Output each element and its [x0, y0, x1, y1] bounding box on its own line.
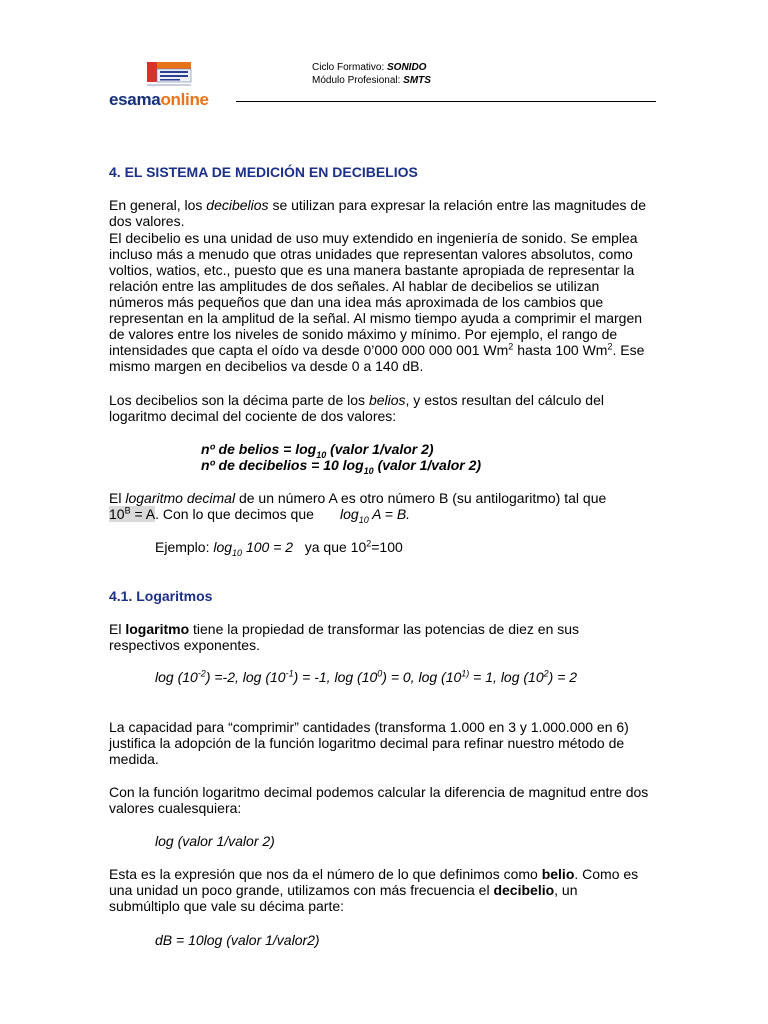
paragraph-line: El decibelio es una unidad de uso muy extendido en ingeniería de sonido. Se emplea	[109, 230, 638, 246]
example-line: Ejemplo: $\log_{10} 100 = 2$ ya que $10^2=100$	[155, 538, 403, 558]
formula-decibelios: nº de decibelios = 10 $\log_{10}$ (valor 1/valor 2)	[201, 457, 482, 476]
esamaonline-logo-text: esamaonline	[109, 90, 209, 109]
section-title: 4. EL SISTEMA DE MEDICIÓN EN DECIBELIOS	[109, 164, 418, 180]
formula-log-a: $\log_{10} A = B$.	[340, 506, 411, 525]
formula-belios: nº de belios = $\log_{10}$ (valor 1/valor 2)	[201, 441, 434, 460]
paragraph-line: En general, los decibelios se utilizan para expresar la relación entre las magnitudes de	[109, 197, 646, 213]
header-rule	[236, 101, 656, 102]
paragraph-line: $10^B = A$. Con lo que decimos que	[109, 505, 314, 522]
paragraph-line: relación entre las amplitudes de dos señales. Al hablar de decibelios se utilizan	[109, 278, 600, 294]
paragraph-line: números más pequeños que dan una idea más aproximada de los cambios que	[109, 294, 604, 310]
paragraph-line: respectivos exponentes.	[109, 637, 260, 653]
formula-log-examples: $\log (10^{-2}) =-2$, $\log (10^{-1}) = -1$, $\log (10^0) = 0$, $\log (10^{1)} = 1$, $\log (10^2) = 2$	[155, 668, 578, 685]
paragraph-line: Los decibelios son la décima parte de los belios, y estos resultan del cálculo del	[109, 392, 604, 408]
paragraph-line: mismo margen en decibelios va desde 0 a 140 dB.	[109, 358, 424, 374]
modulo-profesional: Módulo Profesional: SMTS	[312, 75, 431, 86]
formula-db: dB = 10log (valor 1/valor2)	[155, 932, 320, 948]
paragraph-line: intensidades que capta el oído va desde 0’000 000 000 001 Wm$^2$ hasta 100 Wm$^2$. Ese	[109, 341, 645, 358]
paragraph-line: dos valores.	[109, 213, 185, 229]
subsection-title: 4.1. Logaritmos	[109, 588, 213, 604]
paragraph-line: valores cualesquiera:	[109, 800, 242, 816]
paragraph-line: El logaritmo decimal de un número A es otro número B (su antilogaritmo) tal que	[109, 490, 607, 506]
paragraph-line: El logaritmo tiene la propiedad de transformar las potencias de diez en sus	[109, 621, 580, 637]
paragraph-line: incluso más a menudo que otras unidades que representan valores absolutos, como	[109, 246, 633, 262]
paragraph-line: submúltiplo que vale su décima parte:	[109, 898, 345, 914]
paragraph-line: logaritmo decimal del cociente de dos valores:	[109, 408, 397, 424]
esama-logo	[143, 58, 195, 90]
paragraph-line: una unidad un poco grande, utilizamos con más frecuencia el decibelio, un	[109, 882, 578, 898]
paragraph-line: medida.	[109, 751, 159, 767]
formula-log-ratio: log (valor 1/valor 2)	[155, 833, 275, 849]
ciclo-formativo: Ciclo Formativo: SONIDO	[312, 62, 427, 73]
paragraph-line: Esta es la expresión que nos da el número de lo que definimos como belio. Como es	[109, 866, 639, 882]
paragraph-line: justifica la adopción de la función logaritmo decimal para refinar nuestro método de	[109, 735, 625, 751]
paragraph-line: voltios, watios, etc., puesto que es una manera bastante apropiada de representar la	[109, 262, 635, 278]
highlighted-expression: $10^B = A$	[109, 505, 156, 522]
paragraph-line: de valores entre los niveles de sonido máximo y mínimo. Por ejemplo, el rango de	[109, 326, 618, 342]
paragraph-line: representan en la amplitud de la señal. Al mismo tiempo ayuda a comprimir el margen	[109, 310, 643, 326]
paragraph-line: Con la función logaritmo decimal podemos calcular la diferencia de magnitud entre dos	[109, 784, 649, 800]
paragraph-line: La capacidad para “comprimir” cantidades (transforma 1.000 en 3 y 1.000.000 en 6)	[109, 719, 629, 735]
